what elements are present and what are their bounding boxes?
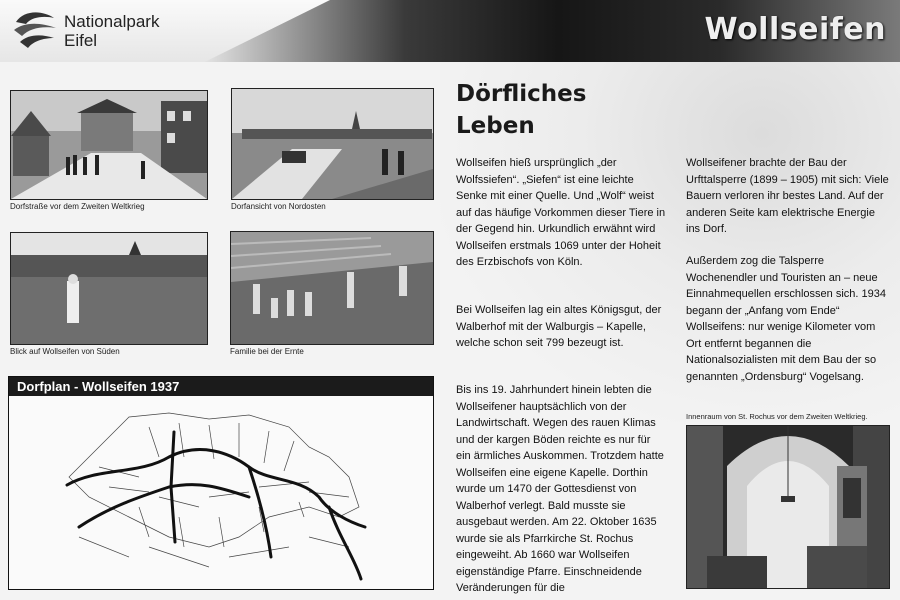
map-title-bar — [9, 377, 433, 396]
article-paragraph: Außerdem zog die Talsperre Wochenendler und Touristen an – neue Einnahmequellen erschlossen sich. 1934 begann der „Anfang vom Ende“ Wollseifens: nur wenige Kilometer vom Ort entfernt begannen die Nationalsozialisten mit dem Bau der so genannten „Ordensburg“ Vogelsang. — [686, 255, 886, 383]
photo-church-interior — [686, 425, 890, 589]
village-map-drawing — [9, 397, 433, 589]
header-banner — [0, 0, 900, 62]
photo-harvest-family — [230, 231, 434, 345]
place-title: Wollseifen — [704, 12, 886, 47]
photo-view-from-south — [10, 232, 208, 345]
photo-caption: Blick auf Wollseifen von Süden — [10, 347, 120, 356]
photo-caption: Innenraum von St. Rochus vor dem Zweiten Weltkrieg. — [686, 412, 868, 421]
village-map-panel — [8, 376, 434, 590]
article-paragraph: Bei Wollseifen lag ein altes Königsgut, der Walberhof mit der Walburgis – Kapelle, welche schon seit 799 bezeugt ist. — [456, 304, 662, 349]
headline-line: Dörfliches — [456, 81, 587, 107]
photo-village-street — [10, 90, 208, 200]
org-name: Nationalpark Eifel — [64, 12, 160, 50]
photo-caption: Dorfansicht von Nordosten — [231, 202, 326, 211]
article-paragraph: Wollseifen hieß ursprünglich „der Wolfssiefen“. „Siefen“ ist eine leichte Senke mit einer Quelle. Und „Wolf“ weist auf das häufige Vorkommen dieser Tiere in der Gegend hin. Urkundlich erwähnt wird Wollseifen erstmals 1069 unter der Hoheit des Erzbischofs von Köln. — [456, 157, 666, 268]
headline-line: Leben — [456, 113, 535, 139]
photo-village-northeast — [231, 88, 434, 200]
nationalpark-eifel-logo-icon — [12, 8, 58, 52]
article-paragraph: Wollseifener brachte der Bau der Urfttalsperre (1899 – 1905) mit sich: Viele Bauern verloren ihr bestes Land. Auf der anderen Seite kam elektrische Energie ins Dorf. — [686, 157, 889, 235]
photo-caption: Familie bei der Ernte — [230, 347, 304, 356]
article-paragraph: Bis ins 19. Jahrhundert hinein lebten die Wollseifener hauptsächlich von der Landwirtschaft. Wegen des rauen Klimas und der kargen Böden reichte es nur für ein ärmliches Auskommen. Trotzdem hatte Wollseifen eine eigene Kapelle. Dorthin wurde um 1470 der Gottesdienst von Walberhof verlegt. Bald musste sie ausgebaut werden. Am 22. Oktober 1635 wurde sie als Pfarrkirche St. Rochus eingeweiht. Ab 1660 war Wollseifen eigenständige Pfarre. Einschneidende Veränderungen für die — [456, 384, 664, 594]
map-title: Dorfplan - Wollseifen 1937 — [17, 379, 180, 394]
photo-caption: Dorfstraße vor dem Zweiten Weltkrieg — [10, 202, 145, 211]
article-headline — [456, 78, 586, 142]
